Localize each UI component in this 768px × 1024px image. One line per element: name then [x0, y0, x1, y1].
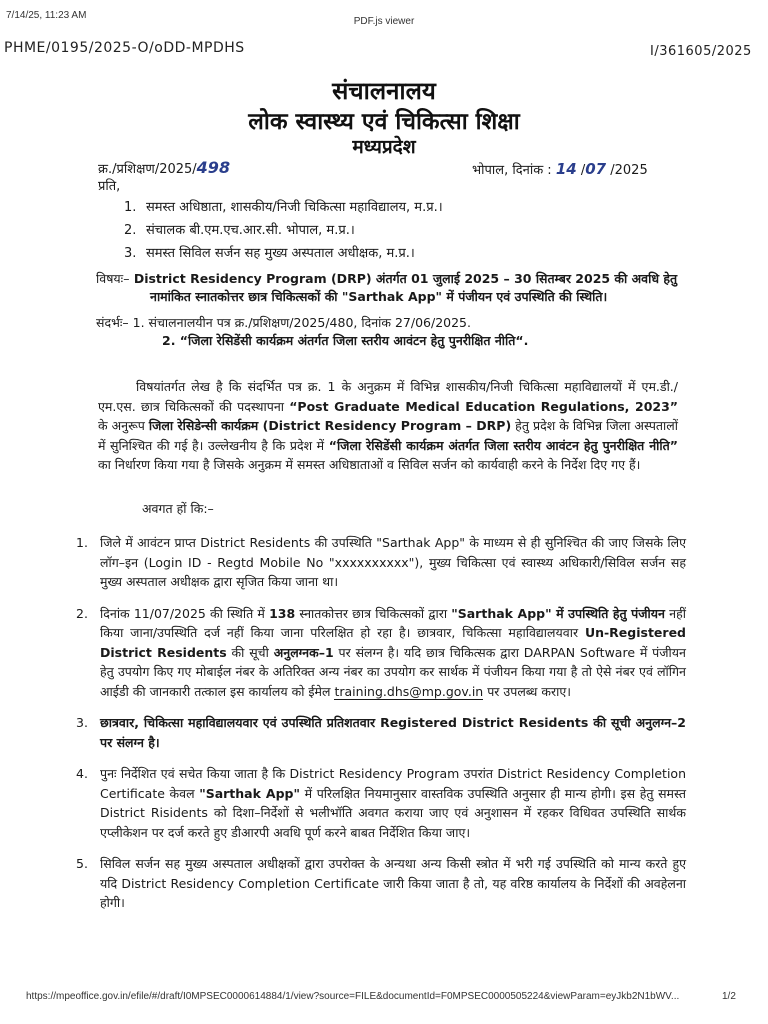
instruction-text: छात्रवार, चिकित्सा महाविद्यालयवार एवं उपस्थिति प्रतिशतवार Registered District Residents की सूची अनुलग्न–2 पर संलग्न है।: [100, 715, 686, 750]
body-paragraph: [98, 377, 678, 475]
addressee-label: प्रति,: [98, 179, 121, 194]
instruction-text: की सूची: [226, 644, 274, 660]
references-label: संदर्भः–: [96, 315, 129, 330]
letter-reference: [98, 158, 230, 177]
letter-date: [472, 160, 648, 178]
recipient-list: [124, 197, 443, 266]
instruction-item: [76, 764, 686, 842]
recipient-number: 2.: [124, 223, 137, 238]
letter-references: [96, 314, 686, 350]
instruction-emphasis: "Sarthak App" में उपस्थिति हेतु पंजीयन: [451, 605, 665, 621]
instruction-number: 3.: [76, 715, 88, 730]
print-datetime: 7/14/25, 11:23 AM: [6, 10, 87, 21]
instruction-text: नहीं किया जाना/उपस्थिति दर्ज नहीं किया जाना परिलक्षित हो रहा है। छात्रवार, चिकित्सा महाविद्यालयवार: [100, 605, 686, 640]
instruction-count: 138: [269, 605, 296, 621]
instruction-item: [76, 604, 686, 702]
date-prefix: भोपाल, दिनांक :: [472, 163, 552, 178]
instruction-number: 5.: [76, 856, 88, 871]
para-text: हेतु प्रदेश के विभिन्न जिला अस्पतालों में सुनिश्चित की गई है। उल्लेखनीय है कि प्रदेश में: [98, 418, 678, 453]
recipient-item: [124, 197, 443, 220]
instruction-text: में परिलक्षित नियमानुसार वास्तविक उपस्थिति अनुसार ही मान्य होगी। इस हेतु समस्त District Risidents को दिशा–निर्देशों से भलीभॉति अवगत कराया जाए एवं अनुशासन में रहकर विधिवत उपस्थिति सार्थक एप्लीकेशन पर दर्ज करते हुए डीआरपी अवधि पूर्ण करने बाबत निर्देशित किया जाए।: [100, 785, 687, 840]
instruction-number: 2.: [76, 605, 88, 621]
para-text: का निर्धारण किया गया है जिसके अनुक्रम में समस्त अधिष्ठाताओं व सिविल सर्जन को कार्यवाही करने के निर्देश दिए गए हैं।: [98, 457, 641, 472]
instruction-list: [76, 533, 686, 925]
file-number: PHME/0195/2025-O/oDD-MPDHS: [4, 40, 245, 56]
inward-number: I/361605/2025: [650, 44, 752, 59]
recipient-text: समस्त सिविल सर्जन सह मुख्य अस्पताल अधीक्षक, म.प्र.।: [146, 246, 415, 261]
subject-line2: नामांकित स्नातकोत्तर छात्र चिकित्सकों की "Sarthak App" में पंजीयन एवं उपस्थिति की स्थिति।: [150, 289, 608, 304]
instruction-number: 1.: [76, 535, 88, 550]
instruction-item: [76, 854, 686, 913]
para-regulation: “Post Graduate Medical Education Regulations, 2023”: [289, 398, 678, 414]
reference-1: 1. संचालनालयीन पत्र क्र./प्रशिक्षण/2025/480, दिनांक 27/06/2025.: [132, 315, 471, 330]
viewer-title: PDF.js viewer: [353, 16, 415, 27]
page-indicator: 1/2: [722, 991, 736, 1002]
instruction-text: पुनः निर्देशित एवं सचेत किया जाता है कि District Residency Program उपरांत District Residency Completion Certificate केवल: [100, 766, 686, 801]
recipient-item: [124, 243, 443, 266]
instruction-text: दिनांक 11/07/2025 की स्थिति में: [100, 605, 270, 621]
page-url: https://mpeoffice.gov.in/efile/#/draft/I0MPSEC0000614884/1/view?source=FILE&documentId=F0MPSEC0000505224&viewParam=eyJkb2N1bWV...: [26, 991, 680, 1002]
date-month: 07: [585, 160, 607, 178]
instruction-emphasis: Un-Registered District Residents: [100, 625, 686, 660]
letter-subject: [96, 270, 686, 306]
reference-number-handwritten: 498: [196, 158, 231, 177]
date-day: 14: [555, 160, 577, 178]
subject-line1: District Residency Program (DRP) अंतर्गत 01 जुलाई 2025 – 30 सितम्बर 2025 की अवधि हेतु: [133, 271, 678, 286]
subject-label: विषयः–: [96, 271, 130, 286]
instruction-item: [76, 713, 686, 752]
instruction-annexure: अनुलग्नक–1: [273, 644, 334, 660]
recipient-number: 1.: [124, 200, 137, 215]
date-year: /2025: [610, 163, 648, 178]
instruction-text: जिले में आवंटन प्राप्त District Residents की उपस्थिति "Sarthak App" के माध्यम से ही सुनिश्चित की जाए जिसके लिए लॉग–इन (Login ID - Regtd Mobile No "xxxxxxxxxx"), मुख्य चिकित्सा एवं स्वास्थ्य अधिकारी/सिविल सर्जन सह मुख्य अस्पताल अधीक्षक द्वारा सृजित किया जाना था।: [100, 535, 686, 589]
recipient-item: [124, 220, 443, 243]
recipient-text: संचालक बी.एम.एच.आर.सी. भोपाल, म.प्र.।: [146, 223, 355, 238]
para-text: विषयांतर्गत लेख है कि संदर्भित पत्र क्र. 1 के अनुक्रम में विभिन्न शासकीय/निजी चिकित्सा महाविद्यालयों में एम.डी./एम.एस. छात्र चिकित्सकों की पदस्थापना: [98, 379, 678, 414]
para-drp: जिला रेसिडेन्सी कार्यक्रम (District Residency Program – DRP): [148, 418, 512, 433]
date-sep: /: [580, 163, 586, 178]
reference-2: 2. “जिला रेसिडेंसी कार्यक्रम अंतर्गत जिला स्तरीय आवंटन हेतु पुनरीक्षित नीति“.: [162, 333, 529, 348]
letterhead-state: मध्यप्रदेश: [352, 136, 416, 158]
recipient-text: समस्त अधिष्ठाता, शासकीय/निजी चिकित्सा महाविद्यालय, म.प्र.।: [146, 200, 443, 215]
instruction-emphasis: "Sarthak App": [199, 785, 300, 801]
letterhead-department: लोक स्वास्थ्य एवं चिकित्सा शिक्षा: [248, 109, 520, 135]
email-link[interactable]: training.dhs@mp.gov.in: [334, 683, 484, 699]
notice-intro: अवगत हों कि:–: [142, 501, 214, 516]
recipient-number: 3.: [124, 246, 137, 261]
instruction-text: सिविल सर्जन सह मुख्य अस्पताल अधीक्षकों द्वारा उपरोक्त के अन्यथा अन्य किसी स्त्रोत में भरी गई उपस्थिति को मान्य करते हुए यदि District Residency Completion Certificate जारी किया जाता है तो, यह वरिष्ठ कार्यालय के निर्देशों की अवहेलना होगी।: [100, 856, 686, 910]
instruction-text: स्नातकोत्तर छात्र चिकित्सकों द्वारा: [295, 605, 452, 621]
reference-prefix: क्र./प्रशिक्षण/2025/: [98, 162, 197, 177]
letterhead-directorate: संचालनालय: [332, 77, 436, 105]
para-policy: “जिला रेसिडेंसी कार्यक्रम अंतर्गत जिला स्तरीय आवंटन हेतु पुनरीक्षित नीति”: [328, 437, 678, 453]
para-text: के अनुरूप: [98, 418, 149, 433]
instruction-item: [76, 533, 686, 592]
instruction-text: पर उपलब्ध कराए।: [483, 683, 571, 699]
instruction-number: 4.: [76, 766, 88, 781]
instruction-text: पर संलग्न है। यदि छात्र चिकित्सक द्वारा DARPAN Software में पंजीयन हेतु उपयोग किए गए मोबाईल नंबर के अतिरिक्त अन्य नंबर का उपयोग कर सार्थक में पंजीयन किया गया है तो ऐसे नंबर एवं लॉगिन आईडी की जानकारी तत्काल इस कार्यालय को ईमेल: [100, 644, 686, 699]
